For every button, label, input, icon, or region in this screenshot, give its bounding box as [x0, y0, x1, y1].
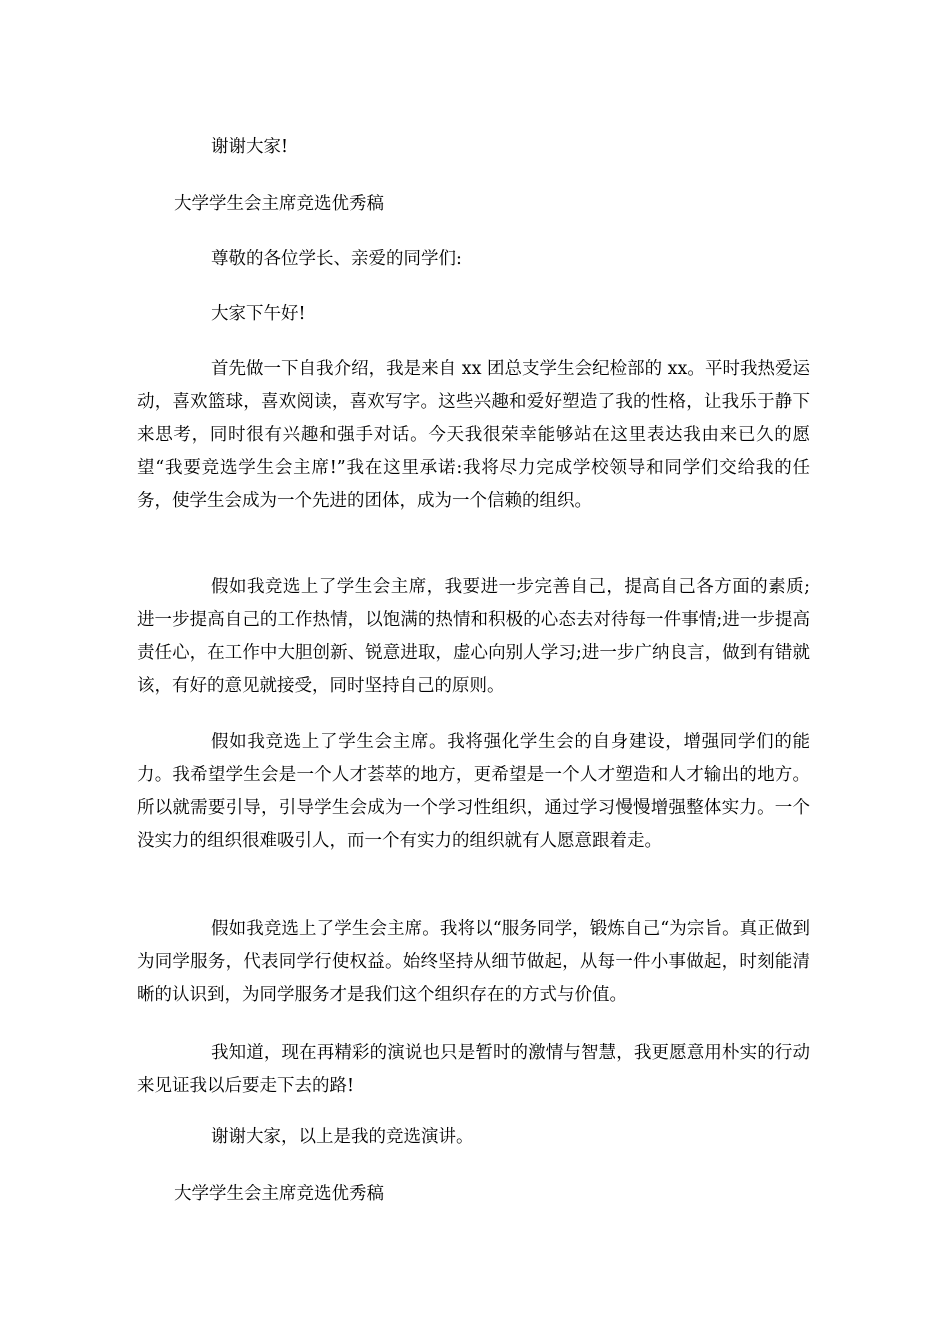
paragraph-conclusion: 我知道，现在再精彩的演说也只是暂时的激情与智慧，我更愿意用朴实的行动来见证我以后要走下去的路! — [137, 1043, 810, 1096]
paragraph-organization-building: 假如我竞选上了学生会主席。我将强化学生会的自身建设，增强同学们的能力。我希望学生会是一个人才荟萃的地方，更希望是一个人才塑造和人才输出的地方。所以就需要引导，引导学生会成为一个学习性组织，通过学习慢慢增强整体实力。一个没实力的组织很难吸引人，而一个有实力的组织就有人愿意跟着走。 — [137, 732, 810, 851]
salutation: 尊敬的各位学长、亲爱的同学们: — [211, 249, 462, 269]
greeting: 大家下午好! — [211, 304, 306, 324]
section-title-next: 大学学生会主席竞选优秀稿 — [174, 1184, 384, 1204]
paragraph-self-improvement: 假如我竞选上了学生会主席，我要进一步完善自己，提高自己各方面的素质;进一步提高自己的工作热情，以饱满的热情和积极的心态去对待每一件事情;进一步提高责任心，在工作中大胆创新、锐意进取，虚心向别人学习;进一步广纳良言，做到有错就该，有好的意见就接受，同时坚持自己的原则。 — [137, 577, 810, 696]
paragraph-introduction: 首先做一下自我介绍，我是来自 xx 团总支学生会纪检部的 xx。平时我热爱运动，喜欢篮球，喜欢阅读，喜欢写字。这些兴趣和爱好塑造了我的性格，让我乐于静下来思考，同时很有兴趣和强手对话。今天我很荣幸能够站在这里表达我由来已久的愿望“我要竞选学生会主席!”我在这里承诺:我将尽力完成学校领导和同学们交给我的任务，使学生会成为一个先进的团体，成为一个信赖的组织。 — [137, 359, 810, 511]
closing-thanks: 谢谢大家! — [211, 137, 289, 157]
paragraph-service: 假如我竞选上了学生会主席。我将以“服务同学，锻炼自己“为宗旨。真正做到为同学服务，代表同学行使权益。始终坚持从细节做起，从每一件小事做起，时刻能清晰的认识到，为同学服务才是我们这个组织存在的方式与价值。 — [137, 919, 810, 1005]
section-title: 大学学生会主席竞选优秀稿 — [174, 194, 384, 214]
closing-line: 谢谢大家，以上是我的竞选演讲。 — [211, 1127, 474, 1147]
